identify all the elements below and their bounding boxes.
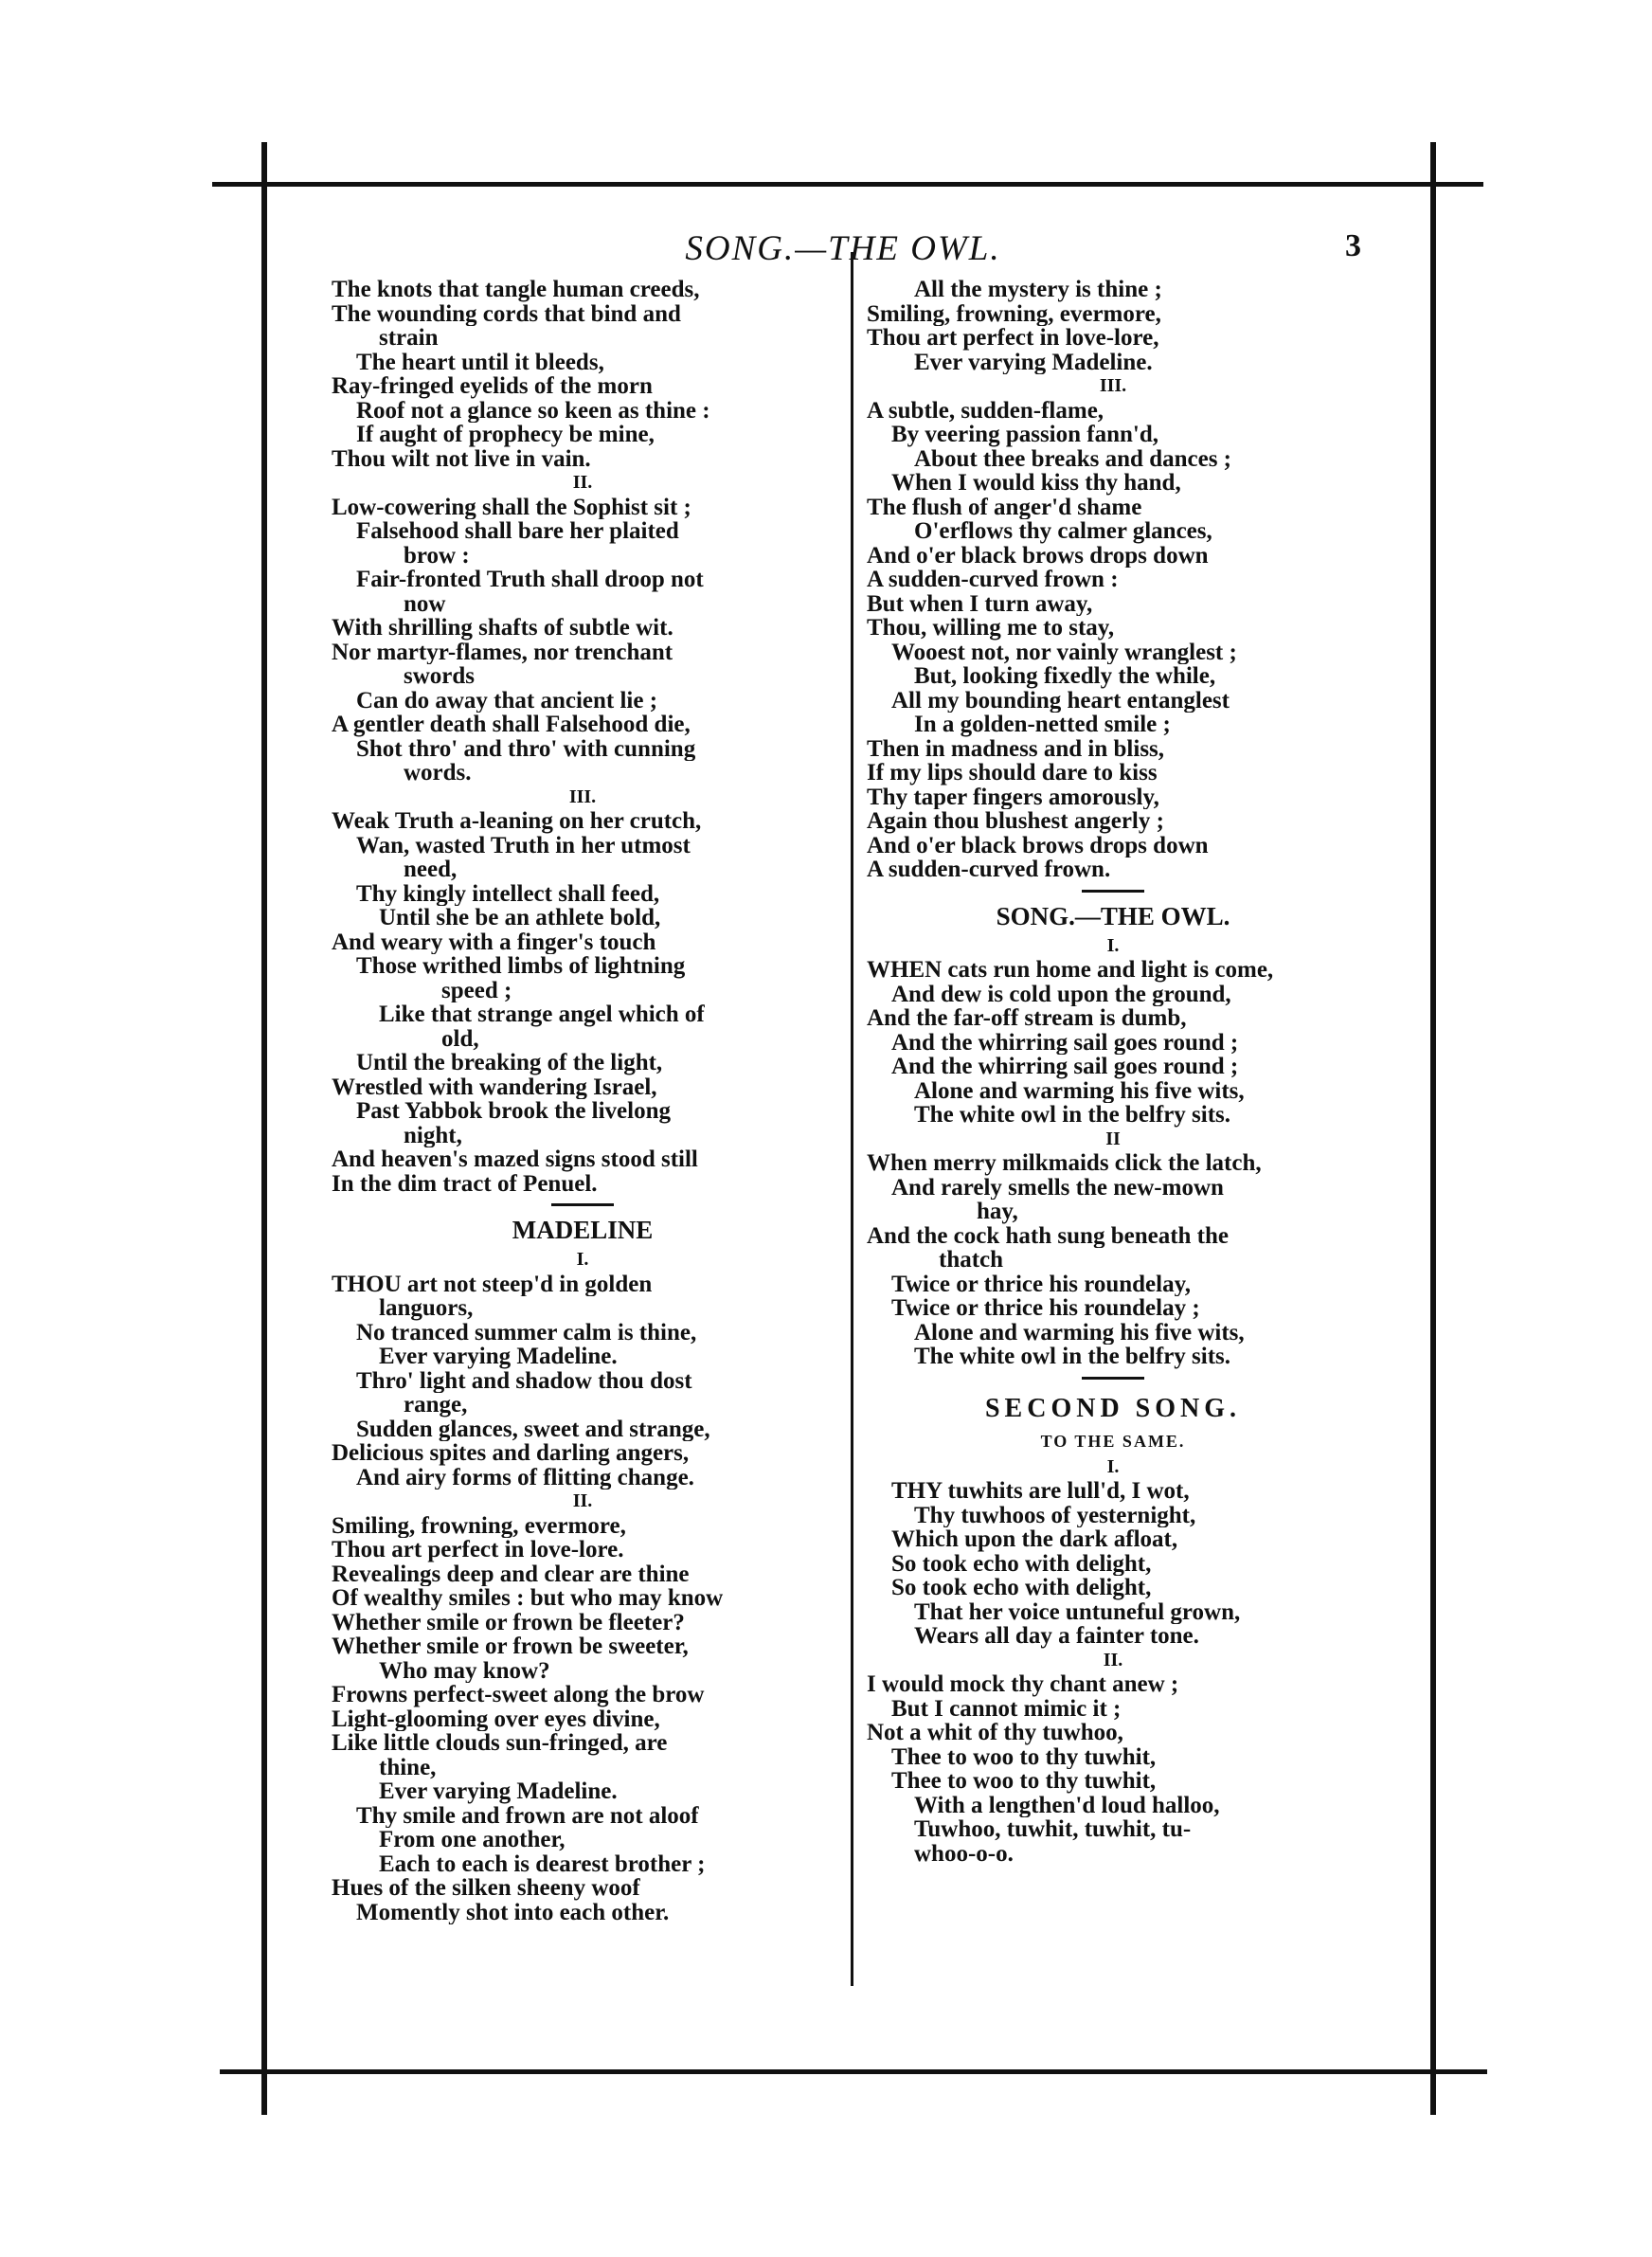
page-number: 3 <box>1345 228 1361 263</box>
verse-line: Which upon the dark afloat, <box>891 1527 1178 1552</box>
verse-line: Wan, wasted Truth in her utmost <box>356 833 691 858</box>
verse-line: But I cannot mimic it ; <box>891 1696 1122 1721</box>
verse-line: Thou art perfect in love-lore, <box>867 326 1159 351</box>
section-divider <box>1082 1377 1144 1380</box>
verse-line: old, <box>441 1026 479 1051</box>
verse-line: thine, <box>379 1755 437 1779</box>
verse-line: Thy kingly intellect shall feed, <box>356 881 660 906</box>
verse-line: Then in madness and in bliss, <box>867 736 1165 761</box>
verse-line: Momently shot into each other. <box>356 1900 670 1924</box>
verse-line: Again thou blushest angerly ; <box>867 809 1164 834</box>
verse-line: So took echo with delight, <box>891 1576 1152 1600</box>
verse-line: And heaven's mazed signs stood still <box>332 1147 698 1172</box>
poem-subtitle: TO THE SAME. <box>1040 1431 1186 1451</box>
verse-line: Fair-fronted Truth shall droop not <box>356 568 704 592</box>
verse-line: The white owl in the belfry sits. <box>914 1103 1231 1128</box>
verse-line: Whether smile or frown be sweeter, <box>332 1634 689 1659</box>
verse-line: Light-glooming over eyes divine, <box>332 1706 660 1731</box>
verse-line: Smiling, frowning, evermore, <box>332 1513 626 1538</box>
verse-line: Thy smile and frown are not aloof <box>356 1803 699 1828</box>
verse-line: Until the breaking of the light, <box>356 1051 663 1075</box>
verse-line: Thro' light and shadow thou dost <box>356 1368 692 1393</box>
verse-line: Tuwhoo, tuwhit, tuwhit, tu- <box>914 1817 1192 1842</box>
verse-line: Past Yabbok brook the livelong <box>356 1099 672 1124</box>
verse-line: range, <box>404 1393 468 1417</box>
verse-line: Alone and warming his five wits, <box>914 1320 1245 1345</box>
verse-line: WHEN cats run home and light is come, <box>867 958 1274 983</box>
verse-line: That her voice untuneful grown, <box>914 1599 1241 1624</box>
verse-line: Can do away that ancient lie ; <box>356 688 658 713</box>
verse-line: Thou art perfect in love-lore. <box>332 1538 624 1562</box>
right-column <box>867 278 1359 1866</box>
verse-line: And weary with a finger's touch <box>332 930 656 954</box>
stanza-numeral: II. <box>572 472 593 493</box>
verse-line: speed ; <box>441 978 512 1002</box>
verse-line: The wounding cords that bind and <box>332 301 681 326</box>
verse-line: Falsehood shall bare her plaited <box>356 519 679 544</box>
verse-line: now <box>404 591 446 616</box>
verse-line: languors, <box>379 1296 474 1321</box>
verse-line: With shrilling shafts of subtle wit. <box>332 616 673 641</box>
verse-line: brow : <box>404 543 470 568</box>
bottom-rule <box>220 2069 1487 2074</box>
verse-line: Wears all day a fainter tone. <box>914 1624 1199 1649</box>
verse-line: And airy forms of flitting change. <box>356 1465 694 1490</box>
verse-line: Shot thro' and thro' with cunning <box>356 736 696 761</box>
verse-line: Ever varying Madeline. <box>379 1779 618 1804</box>
verse-line: If my lips should dare to kiss <box>867 761 1158 785</box>
verse-line: And o'er black brows drops down <box>867 833 1209 858</box>
verse-line: But when I turn away, <box>867 591 1093 616</box>
verse-line: THOU art not steep'd in golden <box>332 1272 653 1296</box>
verse-line: Alone and warming his five wits, <box>914 1078 1245 1103</box>
verse-line: All my bounding heart entanglest <box>891 688 1230 713</box>
verse-line: Thee to woo to thy tuwhit, <box>891 1769 1157 1794</box>
verse-line: Hues of the silken sheeny woof <box>332 1876 640 1901</box>
column-divider <box>851 252 853 1986</box>
verse-line: And the cock hath sung beneath the <box>867 1223 1230 1248</box>
verse-line: The knots that tangle human creeds, <box>332 278 700 302</box>
section-divider <box>1082 890 1144 893</box>
verse-line: Of wealthy smiles : but who may know <box>332 1586 724 1611</box>
verse-line: I would mock thy chant anew ; <box>867 1672 1179 1697</box>
verse-line: And dew is cold upon the ground, <box>891 982 1231 1006</box>
verse-line: Smiling, frowning, evermore, <box>867 301 1161 326</box>
verse-line: A sudden-curved frown : <box>867 568 1119 592</box>
verse-line: Thy tuwhoos of yesternight, <box>914 1503 1196 1527</box>
verse-line: Those writhed limbs of lightning <box>356 954 686 979</box>
verse-line: Twice or thrice his roundelay, <box>891 1272 1191 1296</box>
verse-line: Whether smile or frown be fleeter? <box>332 1610 685 1634</box>
verse-line: And the whirring sail goes round ; <box>891 1055 1239 1079</box>
stanza-numeral: III. <box>1099 375 1127 396</box>
stanza-numeral: I. <box>1106 1455 1120 1477</box>
poem-title: MADELINE <box>512 1216 654 1244</box>
verse-line: A gentler death shall Falsehood die, <box>332 713 691 737</box>
verse-line: Twice or thrice his roundelay ; <box>891 1296 1200 1321</box>
left-border-rule <box>261 142 267 2115</box>
verse-line: About thee breaks and dances ; <box>914 446 1231 471</box>
stanza-numeral: III. <box>568 785 597 807</box>
verse-line: Each to each is dearest brother ; <box>379 1851 706 1876</box>
verse-line: Thou, willing me to stay, <box>867 616 1115 641</box>
poem-title: SONG.—THE OWL. <box>996 901 1230 930</box>
verse-line: Thou wilt not live in vain. <box>332 446 591 471</box>
verse-line: Ever varying Madeline. <box>379 1345 618 1369</box>
verse-line: And o'er black brows drops down <box>867 543 1209 568</box>
verse-line: strain <box>379 326 439 351</box>
verse-line: O'erflows thy calmer glances, <box>914 519 1212 544</box>
verse-line: need, <box>404 858 458 882</box>
verse-line: Until she be an athlete bold, <box>379 906 661 930</box>
verse-line: When I would kiss thy hand, <box>891 471 1181 496</box>
stanza-numeral: II. <box>572 1490 593 1511</box>
verse-line: The flush of anger'd shame <box>867 495 1142 519</box>
verse-line: hay, <box>977 1200 1018 1224</box>
verse-line: In a golden-netted smile ; <box>914 713 1171 737</box>
verse-line: So took echo with delight, <box>891 1551 1152 1576</box>
stanza-numeral: II <box>1105 1128 1121 1149</box>
verse-line: Sudden glances, sweet and strange, <box>356 1417 710 1441</box>
right-border-rule <box>1430 142 1436 2115</box>
stanza-numeral: I. <box>1106 934 1120 956</box>
poem-title: SECOND SONG. <box>984 1393 1242 1423</box>
verse-line: All the mystery is thine ; <box>914 278 1162 302</box>
verse-line: From one another, <box>379 1828 566 1852</box>
verse-line: THY tuwhits are lull'd, I wot, <box>891 1479 1190 1504</box>
verse-line: A sudden-curved frown. <box>867 858 1111 882</box>
verse-line: night, <box>404 1123 462 1147</box>
verse-line: When merry milkmaids click the latch, <box>867 1151 1262 1176</box>
top-rule <box>212 182 1483 187</box>
verse-line: swords <box>404 664 476 689</box>
stanza-numeral: I. <box>576 1249 589 1270</box>
verse-line: Like that strange angel which of <box>379 1002 705 1027</box>
running-title: SONG.—THE OWL. <box>685 229 1001 268</box>
stanza-numeral: II. <box>1103 1649 1123 1670</box>
verse-line: And the whirring sail goes round ; <box>891 1030 1239 1055</box>
verse-line: Like little clouds sun-fringed, are <box>332 1731 668 1756</box>
verse-line: If aught of prophecy be mine, <box>356 423 655 447</box>
verse-line: Ray-fringed eyelids of the morn <box>332 374 653 399</box>
verse-line: The white owl in the belfry sits. <box>914 1345 1231 1369</box>
verse-line: whoo-o-o. <box>914 1841 1014 1866</box>
verse-line: Nor martyr-flames, nor trenchant <box>332 640 673 664</box>
verse-line: And the far-off stream is dumb, <box>867 1006 1187 1031</box>
left-column <box>332 278 834 1924</box>
verse-line: A subtle, sudden-flame, <box>867 398 1104 423</box>
verse-line: Ever varying Madeline. <box>914 350 1153 374</box>
verse-line: But, looking fixedly the while, <box>914 664 1216 689</box>
verse-line: In the dim tract of Penuel. <box>332 1171 598 1196</box>
verse-line: Weak Truth a-leaning on her crutch, <box>332 809 702 834</box>
verse-line: Thy taper fingers amorously, <box>867 785 1159 809</box>
verse-line: And rarely smells the new-mown <box>891 1175 1224 1200</box>
verse-line: By veering passion fann'd, <box>891 423 1159 447</box>
verse-line: Revealings deep and clear are thine <box>332 1562 690 1586</box>
verse-line: Low-cowering shall the Sophist sit ; <box>332 495 691 519</box>
verse-line: Frowns perfect-sweet along the brow <box>332 1683 705 1707</box>
verse-line: Roof not a glance so keen as thine : <box>356 398 710 423</box>
section-divider <box>551 1203 614 1206</box>
verse-line: words. <box>404 761 472 785</box>
verse-line: Not a whit of thy tuwhoo, <box>867 1721 1123 1745</box>
verse-line: With a lengthen'd loud halloo, <box>914 1793 1220 1817</box>
verse-line: Wooest not, nor vainly wranglest ; <box>891 640 1237 664</box>
verse-line: thatch <box>939 1248 1004 1273</box>
verse-line: Thee to woo to thy tuwhit, <box>891 1744 1157 1769</box>
verse-line: Delicious spites and darling angers, <box>332 1441 690 1466</box>
verse-line: Wrestled with wandering Israel, <box>332 1074 657 1099</box>
verse-line: Who may know? <box>379 1658 550 1683</box>
verse-line: No tranced summer calm is thine, <box>356 1320 697 1345</box>
verse-line: The heart until it bleeds, <box>356 350 604 374</box>
